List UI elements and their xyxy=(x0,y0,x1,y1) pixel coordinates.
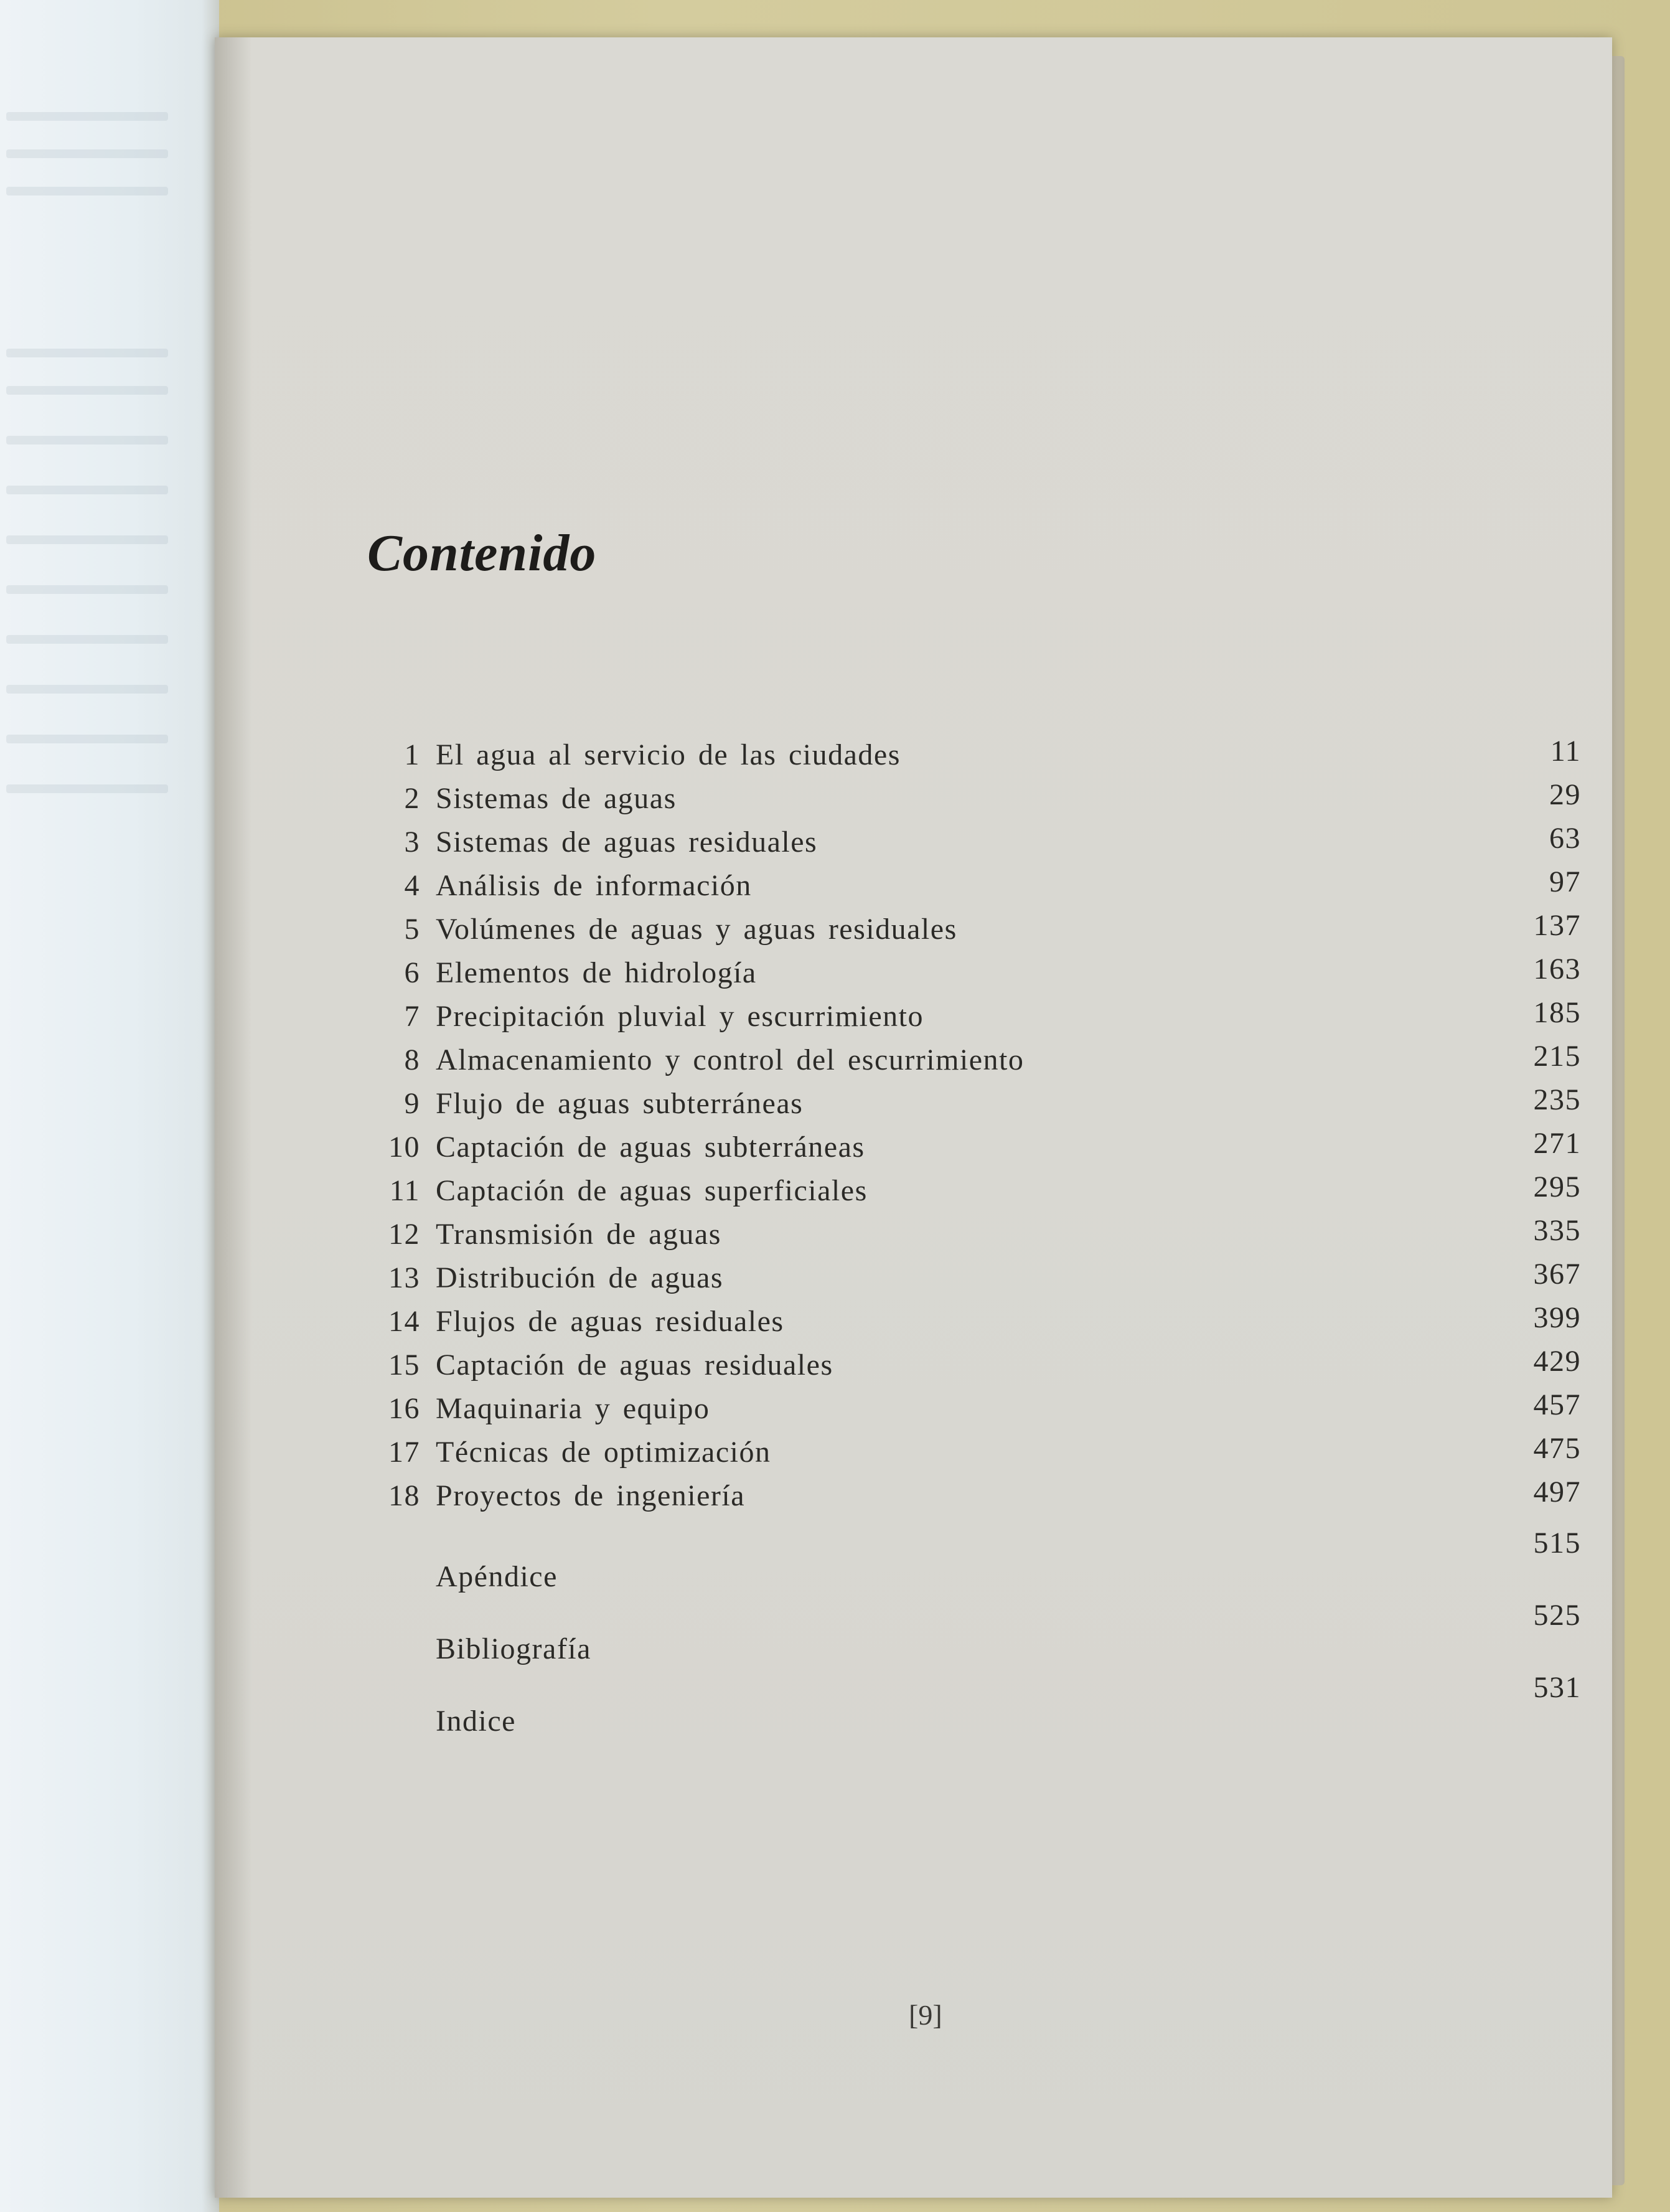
chapter-page: 497 xyxy=(1533,1475,1581,1508)
bleed-through-line xyxy=(6,349,168,357)
bleed-through-line xyxy=(6,585,168,594)
chapter-page: 335 xyxy=(1533,1214,1581,1247)
chapter-title: Transmisión de aguas xyxy=(436,1218,721,1251)
chapter-title: Distribución de aguas xyxy=(436,1261,724,1294)
toc-list xyxy=(370,735,1581,1522)
toc-entry xyxy=(370,1345,1581,1391)
back-matter-entry xyxy=(370,1527,1581,1604)
chapter-title: Captación de aguas subterráneas xyxy=(436,1131,865,1164)
chapter-page: 235 xyxy=(1533,1083,1581,1116)
chapter-title: Sistemas de aguas residuales xyxy=(436,826,818,859)
chapter-number: 10 xyxy=(388,1131,420,1164)
bleed-through-line xyxy=(6,187,168,195)
back-matter-title: Apéndice xyxy=(436,1560,558,1593)
chapter-number: 3 xyxy=(404,826,420,859)
bleed-through-line xyxy=(6,535,168,544)
chapter-page: 475 xyxy=(1533,1432,1581,1465)
chapter-title: Almacenamiento y control del escurrimiento xyxy=(436,1043,1025,1076)
bleed-through-line xyxy=(6,149,168,158)
chapter-number: 7 xyxy=(404,1000,420,1033)
chapter-number: 9 xyxy=(404,1087,420,1120)
chapter-number: 8 xyxy=(404,1043,420,1076)
toc-entry xyxy=(370,953,1581,999)
back-matter-title: Indice xyxy=(436,1705,516,1738)
toc-entry xyxy=(370,1432,1581,1479)
toc-entry xyxy=(370,1301,1581,1348)
chapter-number: 13 xyxy=(388,1261,420,1294)
page-number: [9] xyxy=(909,1999,942,2031)
toc-entry xyxy=(370,822,1581,868)
toc-entry xyxy=(370,1388,1581,1435)
toc-entry xyxy=(370,865,1581,912)
chapter-page: 367 xyxy=(1533,1258,1581,1291)
page-title: Contenido xyxy=(367,524,597,582)
chapter-page: 295 xyxy=(1533,1170,1581,1203)
back-matter-entry xyxy=(370,1671,1581,1749)
toc-entry xyxy=(370,1475,1581,1522)
chapter-title: Flujo de aguas subterráneas xyxy=(436,1087,804,1120)
chapter-title: Captación de aguas superficiales xyxy=(436,1174,868,1207)
contents-page xyxy=(215,37,1612,2198)
toc-entry xyxy=(370,1170,1581,1217)
chapter-number: 15 xyxy=(388,1348,420,1381)
gutter-shadow xyxy=(215,37,252,2198)
toc-entry xyxy=(370,778,1581,825)
chapter-title: Precipitación pluvial y escurrimiento xyxy=(436,1000,924,1033)
chapter-number: 14 xyxy=(388,1305,420,1338)
chapter-page: 215 xyxy=(1533,1040,1581,1073)
chapter-title: Volúmenes de aguas y aguas residuales xyxy=(436,913,957,946)
back-matter-title: Bibliografía xyxy=(436,1632,591,1665)
bleed-through-line xyxy=(6,735,168,743)
bleed-through-line xyxy=(6,486,168,494)
chapter-page: 271 xyxy=(1533,1127,1581,1160)
bleed-through-line xyxy=(6,635,168,644)
toc-entry xyxy=(370,996,1581,1043)
chapter-page: 457 xyxy=(1533,1388,1581,1421)
chapter-page: 137 xyxy=(1533,909,1581,942)
chapter-title: Flujos de aguas residuales xyxy=(436,1305,784,1338)
chapter-page: 97 xyxy=(1549,865,1581,898)
toc-entry xyxy=(370,1258,1581,1304)
chapter-number: 4 xyxy=(404,869,420,902)
chapter-page: 11 xyxy=(1550,735,1581,768)
back-matter-page: 531 xyxy=(1533,1671,1581,1704)
bleed-through-line xyxy=(6,784,168,793)
chapter-number: 18 xyxy=(388,1479,420,1512)
chapter-number: 5 xyxy=(404,913,420,946)
chapter-page: 163 xyxy=(1533,953,1581,986)
back-matter-list xyxy=(370,1527,1581,1749)
toc-entry xyxy=(370,735,1581,781)
bleed-through-line xyxy=(6,436,168,445)
chapter-number: 16 xyxy=(388,1392,420,1425)
chapter-page: 399 xyxy=(1533,1301,1581,1334)
chapter-number: 11 xyxy=(389,1174,420,1207)
bleed-through-line xyxy=(6,112,168,121)
chapter-title: Maquinaria y equipo xyxy=(436,1392,710,1425)
chapter-number: 1 xyxy=(404,738,420,771)
facing-page xyxy=(0,0,219,2212)
chapter-number: 2 xyxy=(404,782,420,815)
chapter-title: Sistemas de aguas xyxy=(436,782,677,815)
bleed-through-line xyxy=(6,386,168,395)
toc-entry xyxy=(370,1214,1581,1261)
back-matter-page: 525 xyxy=(1533,1599,1581,1632)
back-matter-page: 515 xyxy=(1533,1527,1581,1560)
chapter-title: Proyectos de ingeniería xyxy=(436,1479,746,1512)
chapter-page: 185 xyxy=(1533,996,1581,1029)
chapter-page: 63 xyxy=(1549,822,1581,855)
chapter-page: 29 xyxy=(1549,778,1581,811)
chapter-title: Captación de aguas residuales xyxy=(436,1348,833,1381)
chapter-title: Análisis de información xyxy=(436,869,752,902)
chapter-number: 17 xyxy=(388,1436,420,1469)
toc-entry xyxy=(370,1127,1581,1174)
chapter-title: Elementos de hidrología xyxy=(436,956,757,989)
toc-entry xyxy=(370,909,1581,956)
chapter-title: El agua al servicio de las ciudades xyxy=(436,738,901,771)
chapter-number: 12 xyxy=(388,1218,420,1251)
bleed-through-line xyxy=(6,685,168,694)
toc-entry xyxy=(370,1083,1581,1130)
chapter-title: Técnicas de optimización xyxy=(436,1436,771,1469)
back-matter-entry xyxy=(370,1599,1581,1677)
toc-entry xyxy=(370,1040,1581,1086)
chapter-number: 6 xyxy=(404,956,420,989)
chapter-page: 429 xyxy=(1533,1345,1581,1378)
